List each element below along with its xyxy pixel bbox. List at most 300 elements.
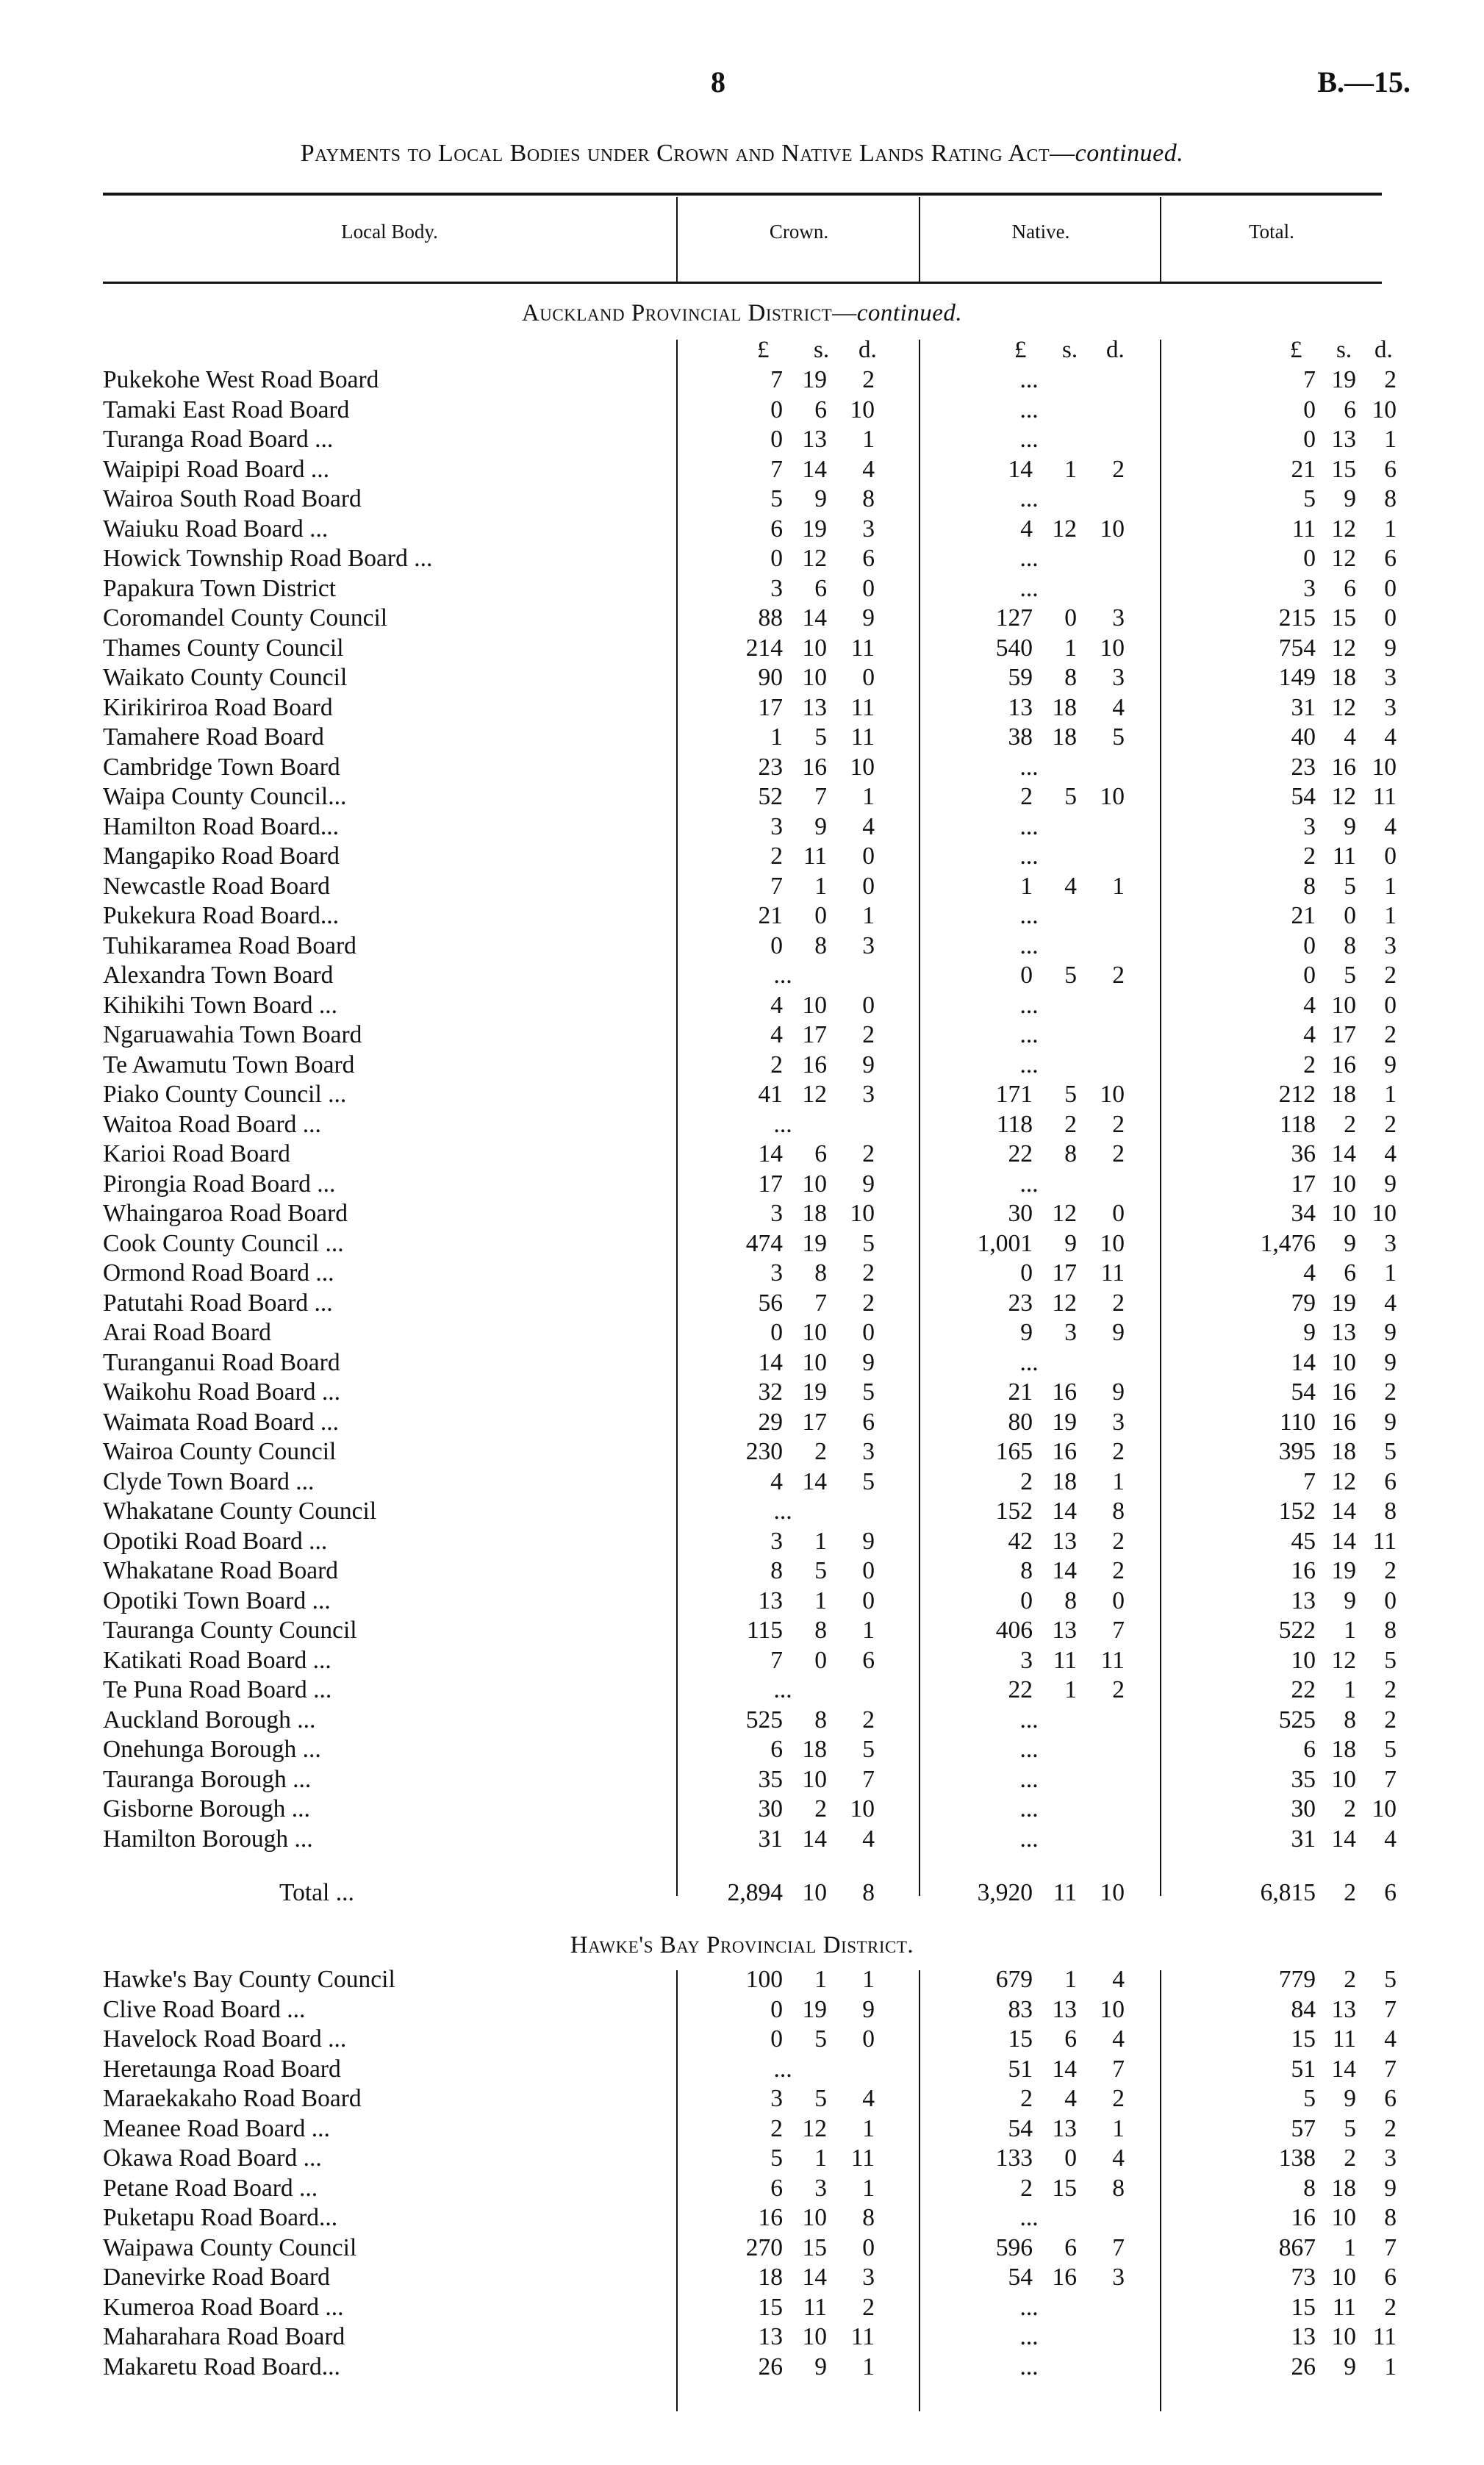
crown-pence: 0 [862,664,875,691]
crown-shillings: 8 [814,1706,827,1734]
crown-pence: 3 [862,2264,875,2291]
native-shillings: 8 [1064,1586,1077,1614]
total-pounds: 0 [1303,931,1316,959]
table-row [0,1795,1484,1825]
total-pounds: 22 [1291,1676,1316,1703]
crown-pence: 2 [862,1021,875,1048]
native-empty: ... [1019,574,1039,602]
total-pence: 6 [1384,1467,1397,1495]
local-body-name: Te Puna Road Board ... [103,1676,332,1703]
native-empty: ... [1019,842,1039,870]
local-body-name: Katikati Road Board ... [103,1646,331,1674]
crown-shillings: 1 [814,872,827,900]
crown-pence: 3 [862,515,875,543]
native-pence: 1 [1112,2114,1125,2142]
local-body-name: Coromandel County Council [103,604,388,632]
total-pence: 1 [1384,2353,1397,2380]
local-body-name: Whakatane Road Board [103,1557,338,1584]
local-body-name: Wairoa County Council [103,1438,337,1465]
native-empty: ... [1019,2353,1039,2380]
native-pence: 3 [1112,664,1125,691]
total-shillings: 19 [1331,1557,1356,1584]
local-body-name: Wairoa South Road Board [103,485,362,512]
table-row [0,2025,1484,2055]
native-empty: ... [1019,991,1039,1019]
local-body-name: Thames County Council [103,634,344,662]
native-pence: 2 [1112,1140,1125,1167]
local-body-name: Waipa County Council... [103,783,347,810]
local-body-name: Piako County Council ... [103,1081,347,1108]
total-shillings: 18 [1331,1081,1356,1108]
total-pounds: 0 [1303,545,1316,572]
total-pounds: 2 [1303,1051,1316,1078]
table-row [0,1437,1484,1467]
total-shillings: 5 [1344,2114,1356,2142]
total-pence: 0 [1384,574,1397,602]
crown-pence: 1 [862,902,875,929]
crown-pounds: 1 [770,723,783,751]
total-shillings: 1 [1344,1676,1356,1703]
total-pence: 4 [1384,1289,1397,1317]
total-pence: 6 [1384,545,1397,572]
crown-pounds: 4 [770,1467,783,1495]
table-row [0,544,1484,574]
crown-pence: 1 [862,1617,875,1644]
crown-pounds: 100 [745,1966,783,1993]
table-row [0,1646,1484,1676]
crown-pounds: 88 [758,604,783,632]
total-shillings: 10 [1331,1765,1356,1793]
native-pence: 2 [1112,1438,1125,1465]
native-shillings: 4 [1064,872,1077,900]
native-shillings: 3 [1064,1319,1077,1346]
table-row [0,1825,1484,1855]
table-row [0,1020,1484,1051]
native-shillings: 18 [1052,723,1077,751]
total-pounds: 149 [1278,664,1316,691]
crown-shillings: 0 [814,1646,827,1674]
crown-shillings: 12 [802,2114,827,2142]
crown-shillings: 12 [802,1081,827,1108]
total-pence: 4 [1384,1140,1397,1167]
native-shillings: 13 [1052,1617,1077,1644]
crown-shillings: 2 [814,1438,827,1465]
native-shillings: 18 [1052,693,1077,721]
total-pence: 9 [1384,1319,1397,1346]
crown-pence: 1 [862,2114,875,2142]
crown-empty: ... [773,1110,792,1138]
total-pence: 9 [1384,1051,1397,1078]
crown-pounds: 230 [745,1438,783,1465]
crown-pounds: 16 [758,2204,783,2231]
native-pounds: 0 [1020,1259,1033,1287]
crown-shillings: 2 [814,1795,827,1822]
total-shillings: 14 [1331,1140,1356,1167]
local-body-name: Waikohu Road Board ... [103,1378,340,1406]
total-pounds: 9 [1303,1319,1316,1346]
total-pence: 5 [1384,1646,1397,1674]
crown-pence: 5 [862,1229,875,1257]
crown-pounds: 6 [770,2174,783,2202]
crown-shillings: 19 [802,1995,827,2023]
total-pence: 9 [1384,1408,1397,1436]
unit-pence: d. [859,337,877,363]
native-empty: ... [1019,1825,1039,1853]
native-shillings: 13 [1052,1527,1077,1555]
local-body-name: Puketapu Road Board... [103,2204,338,2231]
local-body-name: Petane Road Board ... [103,2174,318,2202]
table-row [0,1965,1484,1995]
native-pounds: 80 [1008,1408,1033,1436]
total-pounds: 40 [1291,723,1316,751]
total-pence: 11 [1372,2323,1397,2350]
total-shillings: 4 [1344,723,1356,751]
native-empty: ... [1019,1765,1039,1793]
table-row [0,1675,1484,1706]
native-pounds: 1,001 [977,1229,1033,1257]
crown-shillings: 14 [802,604,827,632]
crown-pounds: 32 [758,1378,783,1406]
total-pence: 3 [1384,2144,1397,2172]
header-bottom-rule [103,282,1382,284]
local-body-name: Tauranga Borough ... [103,1765,312,1793]
total-shillings: 10 [1331,1348,1356,1376]
crown-shillings: 5 [814,2025,827,2053]
crown-pounds: 21 [758,902,783,929]
total-shillings: 15 [1331,604,1356,632]
total-pounds: 1,476 [1260,1229,1316,1257]
crown-shillings: 9 [814,812,827,840]
total-pence: 6 [1384,1879,1397,1906]
total-shillings: 19 [1331,366,1356,393]
crown-pounds: 14 [758,1348,783,1376]
header-divider [1160,197,1161,282]
total-pounds: 23 [1291,753,1316,781]
crown-pounds: 7 [770,366,783,393]
crown-pounds: 6 [770,515,783,543]
local-body-name: Clyde Town Board ... [103,1467,315,1495]
crown-shillings: 16 [802,1051,827,1078]
total-pence: 1 [1384,872,1397,900]
total-shillings: 10 [1331,2323,1356,2350]
local-body-name: Total ... [279,1879,354,1906]
native-pence: 2 [1112,455,1125,483]
total-shillings: 11 [1332,2025,1356,2053]
local-body-name: Kumeroa Road Board ... [103,2293,344,2321]
total-pounds: 30 [1291,1795,1316,1822]
crown-shillings: 10 [802,1765,827,1793]
total-pence: 7 [1384,1765,1397,1793]
total-pounds: 10 [1291,1646,1316,1674]
table-row [0,812,1484,842]
total-pounds: 79 [1291,1289,1316,1317]
native-pence: 1 [1112,872,1125,900]
crown-pence: 4 [862,812,875,840]
total-pounds: 3 [1303,812,1316,840]
native-pence: 10 [1100,1879,1125,1906]
native-pounds: 22 [1008,1140,1033,1167]
native-pence: 10 [1100,1229,1125,1257]
table-row [0,1080,1484,1110]
crown-pence: 0 [862,1319,875,1346]
section-heading-text: Hawke's Bay Provincial District. [570,1932,914,1958]
native-empty: ... [1019,485,1039,512]
table-row [0,693,1484,723]
crown-empty: ... [773,962,792,989]
native-empty: ... [1019,366,1039,393]
local-body-name: Heretaunga Road Board [103,2055,341,2083]
table-row [0,931,1484,962]
section-heading-text: Auckland Provincial District— [521,300,857,326]
crown-pence: 1 [862,1966,875,1993]
native-pence: 7 [1112,1617,1125,1644]
total-shillings: 5 [1344,962,1356,989]
total-pence: 9 [1384,1348,1397,1376]
crown-pounds: 52 [758,783,783,810]
total-pounds: 31 [1291,1825,1316,1853]
total-pounds: 8 [1303,2174,1316,2202]
table-title [0,140,1484,168]
total-pounds: 21 [1291,455,1316,483]
total-shillings: 16 [1331,1051,1356,1078]
header-top-rule [103,193,1382,196]
table-row [0,634,1484,664]
native-pence: 2 [1112,1557,1125,1584]
table-row [0,1348,1484,1378]
crown-pence: 2 [862,1259,875,1287]
total-shillings: 15 [1331,455,1356,483]
native-pence: 10 [1100,515,1125,543]
crown-shillings: 10 [802,991,827,1019]
total-shillings: 18 [1331,1438,1356,1465]
total-pounds: 16 [1291,2204,1316,2231]
total-shillings: 9 [1344,812,1356,840]
local-body-name: Ngaruawahia Town Board [103,1021,362,1048]
table-title-main: Payments to Local Bodies under Crown and Native Lands Rating Act— [300,140,1075,167]
column-header-crown: Crown. [769,221,829,243]
total-pence: 2 [1384,1706,1397,1734]
native-pence: 2 [1112,962,1125,989]
native-pounds: 9 [1020,1319,1033,1346]
total-pence: 5 [1384,1438,1397,1465]
crown-pence: 10 [850,1200,875,1227]
total-shillings: 2 [1344,1966,1356,1993]
crown-pence: 10 [850,753,875,781]
total-shillings: 0 [1344,902,1356,929]
crown-shillings: 15 [802,2233,827,2261]
local-body-name: Arai Road Board [103,1319,271,1346]
crown-shillings: 10 [802,2204,827,2231]
native-pounds: 2 [1020,1467,1033,1495]
total-shillings: 12 [1331,1646,1356,1674]
native-shillings: 19 [1052,1408,1077,1436]
total-pounds: 26 [1291,2353,1316,2380]
table-row [0,1110,1484,1140]
total-shillings: 12 [1331,634,1356,662]
local-body-name: Cook County Council ... [103,1229,344,1257]
native-pounds: 54 [1008,2264,1033,2291]
total-pence: 3 [1384,664,1397,691]
total-shillings: 10 [1331,1200,1356,1227]
crown-shillings: 8 [814,1617,827,1644]
unit-shilling: s. [1336,337,1352,363]
crown-pence: 9 [862,1051,875,1078]
native-pounds: 3,920 [977,1879,1033,1906]
crown-pence: 5 [862,1378,875,1406]
total-pounds: 16 [1291,1557,1316,1584]
native-empty: ... [1019,1706,1039,1734]
native-pounds: 118 [996,1110,1033,1138]
native-shillings: 16 [1052,2264,1077,2291]
crown-shillings: 10 [802,2323,827,2350]
total-pence: 1 [1384,1259,1397,1287]
crown-pounds: 56 [758,1289,783,1317]
native-pounds: 596 [995,2233,1033,2261]
crown-pounds: 0 [770,396,783,423]
native-pence: 4 [1112,1966,1125,1993]
table-row [0,1199,1484,1229]
total-shillings: 13 [1331,1995,1356,2023]
native-pounds: 4 [1020,515,1033,543]
table-row [0,782,1484,812]
section-heading-auckland [0,300,1484,327]
local-body-name: Opotiki Town Board ... [103,1586,331,1614]
total-pence: 2 [1384,962,1397,989]
local-body-name: Pukekura Road Board... [103,902,339,929]
table-row [0,1616,1484,1646]
crown-shillings: 13 [802,693,827,721]
local-body-name: Tamaki East Road Board [103,396,350,423]
native-shillings: 5 [1064,783,1077,810]
native-pence: 4 [1112,693,1125,721]
table-title-continued: continued. [1075,140,1184,167]
crown-pence: 5 [862,1736,875,1763]
crown-pounds: 3 [770,2085,783,2112]
native-pence: 10 [1100,783,1125,810]
crown-pence: 2 [862,2293,875,2321]
total-shillings: 12 [1331,1467,1356,1495]
crown-empty: ... [773,2055,792,2083]
total-pounds: 6 [1303,1736,1316,1763]
table-row [0,515,1484,545]
total-pence: 4 [1384,1825,1397,1853]
table-row [0,2353,1484,2383]
section-heading-continued: continued. [856,300,963,326]
total-pounds: 152 [1278,1498,1316,1525]
total-shillings: 19 [1331,1289,1356,1317]
local-body-name: Cambridge Town Board [103,753,340,781]
native-shillings: 17 [1052,1259,1077,1287]
total-pence: 10 [1372,1795,1397,1822]
native-empty: ... [1019,396,1039,423]
native-pounds: 15 [1008,2025,1033,2053]
native-empty: ... [1019,931,1039,959]
crown-shillings: 19 [802,1229,827,1257]
local-body-name: Maraekakaho Road Board [103,2085,362,2112]
crown-pounds: 14 [758,1140,783,1167]
local-body-name: Tuhikaramea Road Board [103,931,356,959]
table-row [0,663,1484,693]
crown-shillings: 6 [814,1140,827,1167]
total-shillings: 17 [1331,1021,1356,1048]
total-shillings: 16 [1331,753,1356,781]
table-row [0,1467,1484,1498]
total-pence: 6 [1384,2264,1397,2291]
total-pence: 8 [1384,1617,1397,1644]
crown-pence: 0 [862,842,875,870]
crown-pence: 0 [862,991,875,1019]
native-pence: 2 [1112,1289,1125,1317]
total-pence: 1 [1384,902,1397,929]
native-shillings: 4 [1064,2085,1077,2112]
total-shillings: 12 [1331,693,1356,721]
local-body-name: Waiuku Road Board ... [103,515,329,543]
crown-pounds: 7 [770,872,783,900]
crown-pence: 8 [862,2204,875,2231]
table-row [0,604,1484,634]
native-pence: 7 [1112,2233,1125,2261]
local-body-name: Hamilton Road Board... [103,812,339,840]
crown-pounds: 90 [758,664,783,691]
crown-pence: 5 [862,1467,875,1495]
total-shillings: 18 [1331,664,1356,691]
crown-shillings: 14 [802,1825,827,1853]
local-body-name: Turanganui Road Board [103,1348,340,1376]
native-pence: 3 [1112,604,1125,632]
crown-shillings: 17 [802,1021,827,1048]
native-pence: 2 [1112,1527,1125,1555]
crown-pence: 2 [862,1289,875,1317]
table-row [0,1765,1484,1795]
table-row [0,1556,1484,1586]
table-row [0,2233,1484,2264]
table-row [0,1735,1484,1765]
total-pence: 2 [1384,1110,1397,1138]
table-row [0,2203,1484,2233]
native-shillings: 1 [1064,634,1077,662]
table-row [0,1259,1484,1289]
native-shillings: 12 [1052,515,1077,543]
table-row [0,484,1484,515]
total-pence: 2 [1384,366,1397,393]
total-pence: 0 [1384,991,1397,1019]
local-body-name: Whakatane County Council [103,1498,377,1525]
crown-empty: ... [773,1498,792,1525]
local-body-name: Waitoa Road Board ... [103,1110,321,1138]
local-body-name: Whaingaroa Road Board [103,1200,348,1227]
native-shillings: 11 [1053,1646,1077,1674]
native-empty: ... [1019,1021,1039,1048]
native-pence: 10 [1100,1995,1125,2023]
total-pounds: 215 [1278,604,1316,632]
crown-pounds: 2 [770,2114,783,2142]
table-row [0,2084,1484,2114]
native-empty: ... [1019,1051,1039,1078]
crown-pounds: 115 [746,1617,783,1644]
native-shillings: 11 [1053,1879,1077,1906]
crown-pence: 6 [862,1408,875,1436]
total-pounds: 7 [1303,1467,1316,1495]
table-row [0,2322,1484,2353]
crown-shillings: 8 [814,931,827,959]
table-row [0,1995,1484,2025]
table-row [0,991,1484,1021]
total-shillings: 12 [1331,783,1356,810]
crown-pounds: 3 [770,1200,783,1227]
column-header-native: Native. [1011,221,1070,243]
column-header-local-body: Local Body. [341,221,438,243]
native-pounds: 59 [1008,664,1033,691]
